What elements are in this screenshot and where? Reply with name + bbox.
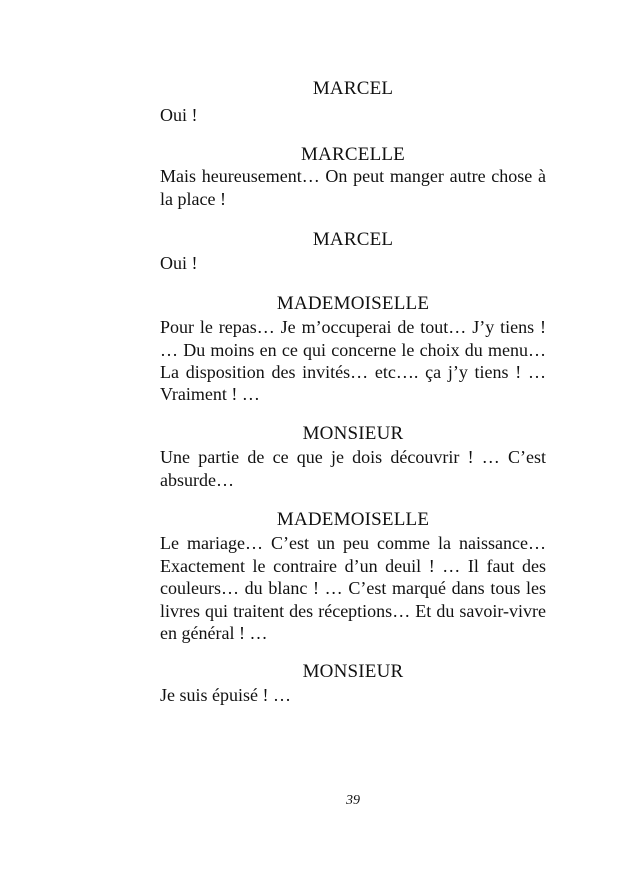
speaker-name: MADEMOISELLE [276, 293, 430, 314]
dialogue-line: Le mariage… C’est un peu comme la naissance… [160, 533, 546, 553]
dialogue-line: en général ! … [160, 623, 268, 643]
speaker-name: MARCEL [312, 78, 394, 99]
dialogue-line: la place ! [160, 189, 226, 209]
dialogue-line: absurde… [160, 470, 234, 490]
dialogue-line: couleurs… du blanc ! … C’est marqué dans tous les [160, 578, 546, 598]
dialogue-line: Je suis épuisé ! … [160, 685, 291, 705]
dialogue-line: La disposition des invités… etc…. ça j’y tiens ! … [160, 362, 546, 382]
dialogue-line: Pour le repas… Je m’occuperai de tout… J’y tiens ! [160, 317, 546, 337]
speaker-name: MONSIEUR [302, 661, 404, 682]
dialogue-line: Oui ! [160, 253, 198, 273]
speaker-name: MARCEL [312, 229, 394, 250]
speaker-name: MADEMOISELLE [276, 509, 430, 530]
speaker-name: MARCELLE [301, 144, 405, 165]
dialogue-line: livres qui traitent des réceptions… Et du savoir-vivre [160, 601, 546, 621]
dialogue-line: Une partie de ce que je dois découvrir ! … C’est [160, 447, 546, 467]
dialogue-line: … Du moins en ce qui concerne le choix du menu… [160, 340, 546, 360]
dialogue-line: Oui ! [160, 105, 198, 125]
speaker-name: MONSIEUR [302, 423, 404, 444]
page-number: 39 [346, 793, 360, 808]
dialogue-line: Mais heureusement… On peut manger autre chose à [160, 166, 546, 186]
dialogue-line: Vraiment ! … [160, 384, 260, 404]
dialogue-line: Exactement le contraire d’un deuil ! … Il faut des [160, 556, 546, 576]
